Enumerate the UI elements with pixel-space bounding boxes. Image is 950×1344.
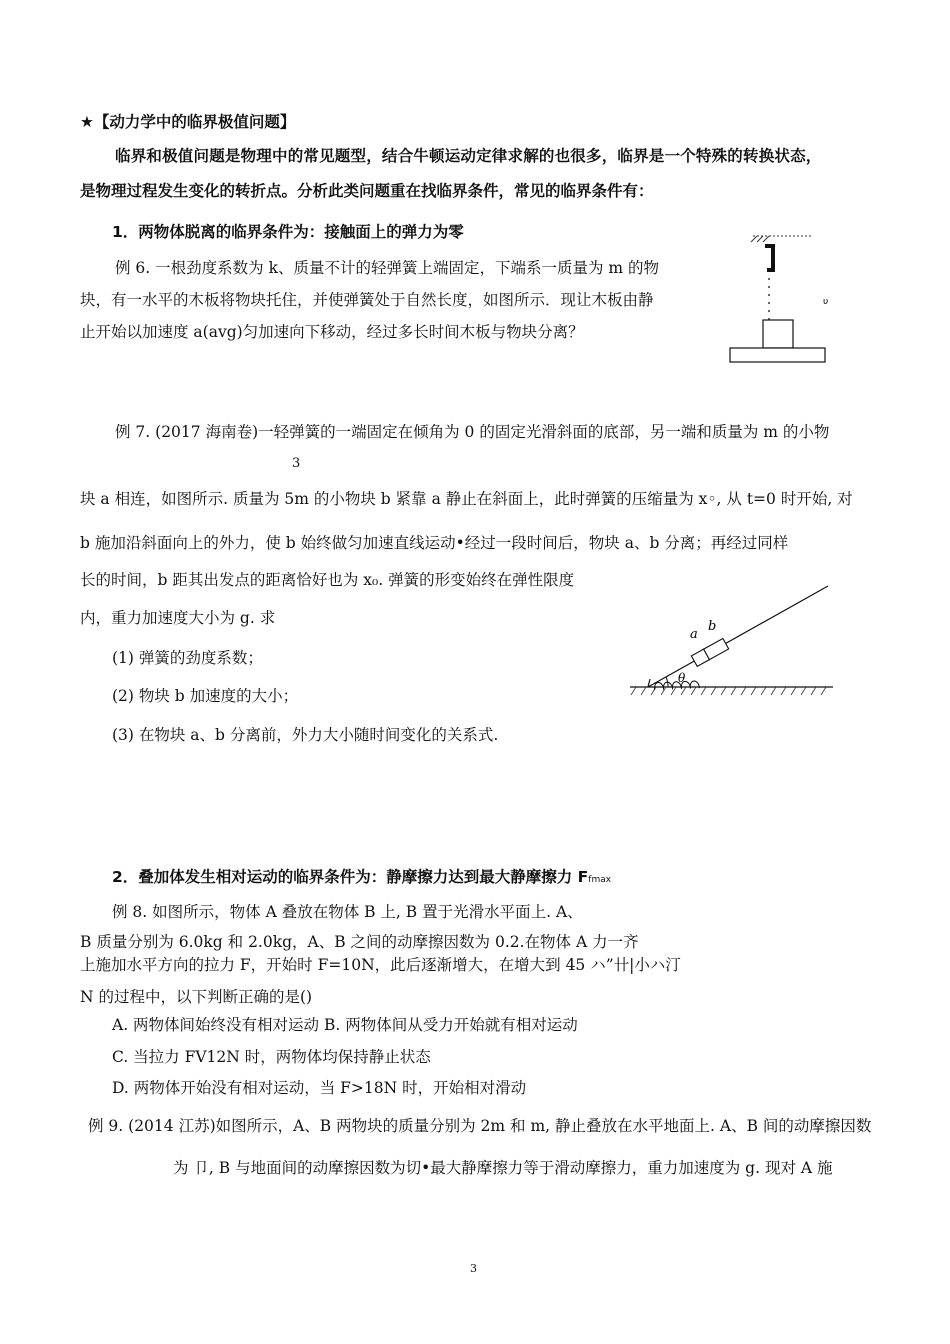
example-8-option-a-b: A. 两物体间始终没有相对运动 B. 两物体间从受力开始就有相对运动 [112,1016,578,1034]
incline-surface [648,586,828,687]
spring-block-figure [725,228,835,368]
incline-figure [628,582,838,702]
example-7-line-3: b 施加沿斜面向上的外力，使 b 始终做匀加速直线运动•经过一段时间后，物块 a、b 分离；再经过同样 [80,534,789,552]
example-9-line-1: 例 9. (2014 江苏)如图所示，A、B 两物块的质量分别为 2m 和 m, 静止叠放在水平地面上. A、B 间的动摩擦因数 [88,1117,872,1135]
example-7-line-5: 内，重力加速度大小为 g. 求 [80,609,276,627]
example-8-line-3: 上施加水平方向的拉力 F，开始时 F=10N，此后逐渐增大，在增大到 45 ハ”卄|小ハ汀 [80,956,681,974]
example-7-superscript: 3 [292,456,301,471]
section-title: ★【动力学中的临界极值问题】 [80,113,296,131]
example-7-line-4: 长的时间，b 距其出发点的距离恰好也为 x₀. 弹簧的形变始终在弹性限度 [80,571,575,589]
spring-hook-icon [765,246,773,270]
example-9-line-2: 为 卩, B 与地面间的动摩擦因数为切•最大静摩擦力等于滑动摩擦力，重力加速度为 g. 现对 A 施 [173,1159,833,1177]
example-8-option-d: D. 两物体开始没有相对运动，当 F>18N 时，开始相对滑动 [112,1079,527,1097]
label-b: b [708,619,717,634]
example-7-question-3: (3) 在物块 a、b 分离前，外力大小随时间变化的关系式. [112,726,499,744]
example-7-line-2: 块 a 相连，如图所示. 质量为 5m 的小物块 b 紧靠 a 静止在斜面上，此时弹簧的压缩量为 x◦, 从 t=0 时开始, 对 [80,490,853,508]
example-7-question-1: (1) 弹簧的劲度系数； [112,649,263,667]
condition-1: 1．两物体脱离的临界条件为：接触面上的弹力为零 [112,223,464,241]
condition-2: 2．叠加体发生相对运动的临界条件为：静摩擦力达到最大静摩擦力 Ffmax [112,868,612,886]
block-b [704,638,729,659]
example-6-line-3: 止开始以加速度 a(avg)匀加速向下移动，经过多长时间木板与物块分离？ [80,323,584,341]
example-8-line-1: 例 8. 如图所示，物体 A 叠放在物体 B 上, B 置于光滑水平面上. A、 [112,903,583,921]
intro-line-2: 是物理过程发生变化的转折点。分析此类问题重在找临界条件，常见的临界条件有： [80,182,654,200]
intro-line-1: 临界和极值问题是物理中的常见题型，结合牛顿运动定律求解的也很多，临界是一个特殊的转换状态， [115,147,822,165]
example-6-line-1: 例 6. 一根劲度系数为 k、质量不计的轻弹簧上端固定，下端系一质量为 m 的物 [115,259,660,277]
board [730,348,825,362]
example-7-line-1: 例 7. (2017 海南卷)一轻弹簧的一端固定在倾角为 0 的固定光滑斜面的底部，另一端和质量为 m 的小物 [115,423,830,441]
label-theta: θ [678,671,686,685]
example-7-question-2: (2) 物块 b 加速度的大小； [112,687,299,705]
example-8-line-4: N 的过程中，以下判断正确的是() [80,988,313,1006]
block [763,320,793,348]
example-8-line-2: B 质量分别为 6.0kg 和 2.0kg，A、B 之间的动摩擦因数为 0.2.在物体 A 力一齐 [80,933,639,951]
page-number: 3 [470,1262,477,1275]
example-6-line-2: 块，有一水平的木板将物块托住，并使弹簧处于自然长度，如图所示．现让木板由静 [80,291,654,309]
ground-hatch [631,687,826,695]
label-a: a [690,627,698,642]
example-8-option-c: C. 当拉力 FV12N 时，两物体均保持静止状态 [112,1048,431,1066]
fig1-label: υ [823,297,829,307]
